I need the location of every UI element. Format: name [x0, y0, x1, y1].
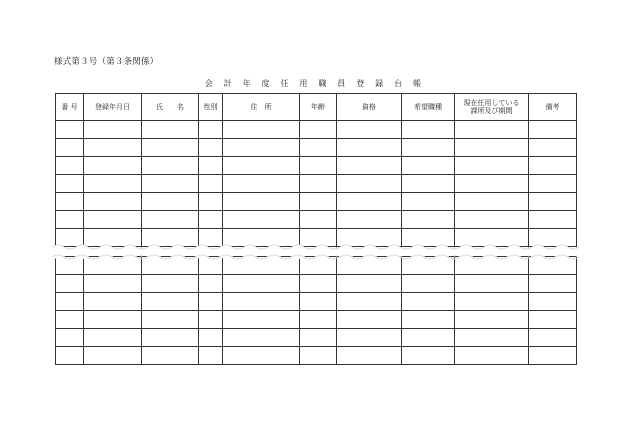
table-cell[interactable] [455, 329, 529, 347]
table-cell[interactable] [84, 329, 142, 347]
header-desired-job: 希望職種 [402, 94, 455, 121]
table-cell[interactable] [529, 175, 577, 193]
table-cell[interactable] [199, 139, 223, 157]
table-cell[interactable] [337, 275, 402, 293]
table-cell[interactable] [455, 211, 529, 229]
table-cell[interactable] [199, 311, 223, 329]
table-cell[interactable] [529, 193, 577, 211]
table-cell[interactable] [223, 121, 300, 139]
table-cell[interactable] [223, 311, 300, 329]
header-age: 年齢 [300, 94, 337, 121]
table-cell[interactable] [56, 293, 84, 311]
header-name: 氏 名 [142, 94, 199, 121]
table-cell[interactable] [455, 157, 529, 175]
table-cell[interactable] [402, 139, 455, 157]
table-cell[interactable] [455, 193, 529, 211]
table-cell[interactable] [223, 175, 300, 193]
table-row [56, 293, 577, 311]
table-cell[interactable] [84, 193, 142, 211]
table-row [56, 121, 577, 139]
table-cell[interactable] [300, 157, 337, 175]
table-cell[interactable] [529, 211, 577, 229]
table-cell[interactable] [300, 329, 337, 347]
table-cell[interactable] [337, 139, 402, 157]
table-cell[interactable] [300, 175, 337, 193]
ledger-title: 会 計 年 度 任 用 職 員 登 録 台 帳 [204, 79, 426, 88]
table-cell[interactable] [455, 139, 529, 157]
table-cell[interactable] [402, 275, 455, 293]
table-cell[interactable] [337, 311, 402, 329]
table-cell[interactable] [142, 139, 199, 157]
table-cell[interactable] [300, 211, 337, 229]
table-cell[interactable] [529, 121, 577, 139]
table-cell[interactable] [142, 293, 199, 311]
table-cell[interactable] [337, 211, 402, 229]
table-cell[interactable] [529, 311, 577, 329]
table-row [56, 157, 577, 175]
table-cell[interactable] [84, 311, 142, 329]
table-row [56, 139, 577, 157]
table-cell[interactable] [402, 311, 455, 329]
table-cell[interactable] [142, 329, 199, 347]
table-cell[interactable] [300, 193, 337, 211]
table-cell[interactable] [199, 293, 223, 311]
table-cell[interactable] [337, 293, 402, 311]
table-cell[interactable] [223, 139, 300, 157]
table-cell[interactable] [199, 275, 223, 293]
table-cell[interactable] [84, 275, 142, 293]
table-cell[interactable] [142, 175, 199, 193]
table-cell[interactable] [56, 193, 84, 211]
table-cell[interactable] [199, 211, 223, 229]
table-cell[interactable] [199, 157, 223, 175]
table-break-wave [52, 236, 579, 266]
table-cell[interactable] [402, 193, 455, 211]
table-cell[interactable] [300, 293, 337, 311]
table-cell[interactable] [142, 275, 199, 293]
table-cell[interactable] [337, 175, 402, 193]
table-cell[interactable] [455, 347, 529, 365]
table-cell[interactable] [142, 347, 199, 365]
table-cell[interactable] [337, 121, 402, 139]
header-current-assignment [455, 94, 529, 121]
table-cell[interactable] [223, 329, 300, 347]
table-cell[interactable] [402, 157, 455, 175]
table-cell[interactable] [455, 275, 529, 293]
table-cell[interactable] [337, 193, 402, 211]
header-gender: 性別 [199, 94, 223, 121]
table-cell[interactable] [199, 175, 223, 193]
table-cell[interactable] [223, 157, 300, 175]
table-cell[interactable] [529, 157, 577, 175]
table-cell[interactable] [142, 121, 199, 139]
table-cell[interactable] [84, 293, 142, 311]
table-cell[interactable] [56, 211, 84, 229]
table-cell[interactable] [223, 347, 300, 365]
table-cell[interactable] [199, 193, 223, 211]
table-cell[interactable] [455, 293, 529, 311]
table-row [56, 275, 577, 293]
table-cell[interactable] [402, 121, 455, 139]
table-cell[interactable] [402, 211, 455, 229]
table-cell[interactable] [56, 329, 84, 347]
table-cell[interactable] [56, 175, 84, 193]
table-cell[interactable] [300, 121, 337, 139]
table-cell[interactable] [300, 275, 337, 293]
header-registration-date: 登録年月日 [84, 94, 142, 121]
table-cell[interactable] [402, 175, 455, 193]
table-cell[interactable] [56, 311, 84, 329]
table-cell[interactable] [529, 347, 577, 365]
table-cell[interactable] [142, 211, 199, 229]
table-cell[interactable] [56, 275, 84, 293]
table-cell[interactable] [142, 193, 199, 211]
table-row [56, 347, 577, 365]
table-cell[interactable] [223, 211, 300, 229]
table-cell[interactable] [529, 275, 577, 293]
header-qualification: 資格 [337, 94, 402, 121]
table-cell[interactable] [56, 347, 84, 365]
table-cell[interactable] [402, 347, 455, 365]
table-cell[interactable] [529, 293, 577, 311]
table-cell[interactable] [337, 347, 402, 365]
table-cell[interactable] [300, 139, 337, 157]
table-cell[interactable] [199, 347, 223, 365]
header-address: 住 所 [223, 94, 300, 121]
header-current-assignment-line2: 課所及び期間 [470, 107, 513, 115]
table-row [56, 175, 577, 193]
header-current-assignment-line1: 現在任用している [463, 98, 520, 107]
table-cell[interactable] [455, 175, 529, 193]
table-cell[interactable] [56, 157, 84, 175]
table-cell[interactable] [56, 139, 84, 157]
form-number-label: 様式第３号（第３条関係） [54, 57, 159, 67]
table-cell[interactable] [199, 329, 223, 347]
header-number: 番 号 [56, 94, 84, 121]
table-row [56, 311, 577, 329]
table-cell[interactable] [529, 139, 577, 157]
table-cell[interactable] [223, 193, 300, 211]
table-cell[interactable] [223, 275, 300, 293]
table-cell[interactable] [337, 329, 402, 347]
table-cell[interactable] [402, 329, 455, 347]
table-cell[interactable] [142, 157, 199, 175]
registration-ledger-table [55, 93, 577, 365]
table-cell[interactable] [455, 311, 529, 329]
table-cell[interactable] [300, 347, 337, 365]
table-row [56, 193, 577, 211]
table-cell[interactable] [84, 347, 142, 365]
table-cell[interactable] [84, 157, 142, 175]
table-cell[interactable] [455, 121, 529, 139]
header-remarks: 備考 [529, 94, 577, 121]
table-cell[interactable] [56, 121, 84, 139]
table-cell[interactable] [84, 175, 142, 193]
table-row [56, 329, 577, 347]
table-cell[interactable] [300, 311, 337, 329]
table-cell[interactable] [84, 121, 142, 139]
header-row [56, 94, 577, 121]
table-cell[interactable] [142, 311, 199, 329]
table-cell[interactable] [402, 293, 455, 311]
table-cell[interactable] [529, 329, 577, 347]
table-cell[interactable] [337, 157, 402, 175]
table-cell[interactable] [84, 139, 142, 157]
table-cell[interactable] [84, 211, 142, 229]
table-row [56, 211, 577, 229]
table-cell[interactable] [223, 293, 300, 311]
table-cell[interactable] [199, 121, 223, 139]
